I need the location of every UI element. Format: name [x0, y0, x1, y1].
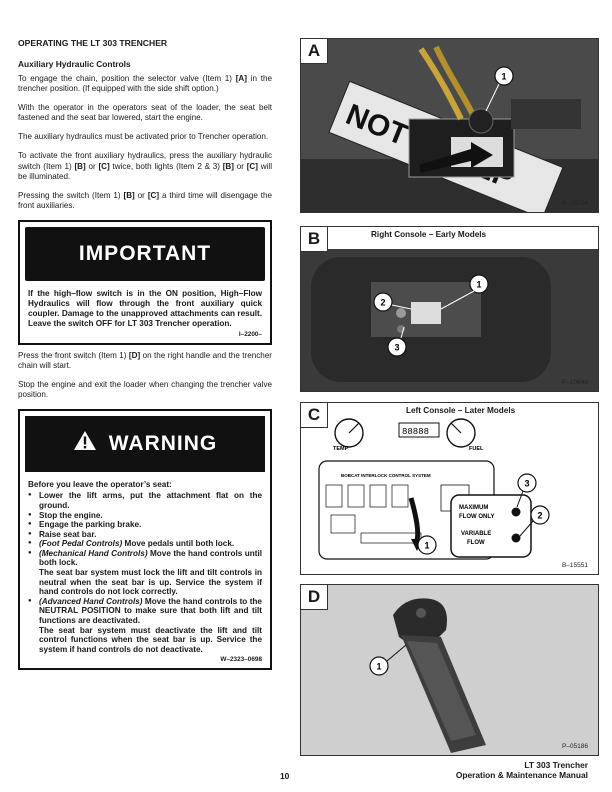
warning-item-7-em: (Advanced Hand Controls): [39, 596, 143, 606]
figure-c-fuel-label: FUEL: [469, 446, 484, 452]
figure-b-caption: Right Console – Early Models: [371, 230, 487, 239]
section-title: OPERATING THE LT 303 TRENCHER: [18, 38, 168, 48]
figure-a-letter: A: [301, 39, 328, 64]
p6-ref-d: [D]: [128, 350, 141, 360]
warning-list: [25, 491, 265, 654]
figure-c-illustration: [301, 403, 598, 574]
important-text: If the high–flow switch is in the ON position, High–Flow Hydraulics will flow through the front auxiliary quick coupler. Damage to the unapproved attachments can result. Leave the switch OFF for LT 303 Trencher operation.: [28, 288, 262, 328]
warning-item-6-em: (Mechanical Hand Controls): [39, 548, 148, 558]
figure-c-max-1: MAXIMUM: [459, 505, 489, 511]
figure-c-var-2: FLOW: [467, 540, 485, 546]
left-column: [18, 38, 272, 676]
paragraph-front-aux: [18, 151, 272, 181]
p1-ref-a: [A]: [235, 74, 247, 83]
warning-heading: WARNING: [108, 432, 218, 456]
important-box: [18, 220, 272, 345]
figure-b-illustration: [301, 227, 598, 391]
p1-text-b: in the trencher position. (If equipped with the side shift option.): [18, 74, 272, 94]
footer-title: [456, 760, 588, 780]
warning-item-7-cont: The seat bar system must deactivate the lift and tilt control functions when the seat bar is up. Service the system if hand controls do not deactivate.: [39, 625, 262, 654]
figure-d-letter: D: [301, 585, 328, 610]
paragraph-front-switch: [18, 351, 272, 371]
paragraph-stop-engine: Stop the engine and exit the loader when changing the trencher valve position.: [18, 380, 272, 400]
warning-banner: [25, 416, 265, 472]
p4-text-b: or: [85, 161, 99, 171]
figure-a: [300, 38, 599, 213]
p5-ref-c: [C]: [147, 190, 160, 200]
figure-a-ref: P–15724: [561, 200, 588, 207]
p4-text-e: will be illuminated.: [18, 161, 272, 181]
figure-a-sticker-text: NOT: [341, 98, 413, 153]
warning-item-4: ● Raise seat bar.: [39, 530, 262, 540]
warning-box: [18, 409, 272, 670]
footer-title-line-1: LT 303 Trencher: [524, 760, 588, 770]
warning-item-5-em: (Foot Pedal Controls): [39, 539, 123, 549]
figure-c-display: 88888: [402, 427, 430, 437]
warning-lead: Before you leave the operator’s seat:: [28, 480, 172, 490]
figure-d: [300, 584, 599, 756]
paragraph-disengage: [18, 191, 272, 211]
warning-item-7: [39, 597, 262, 655]
warning-item-5: [39, 539, 262, 549]
figure-d-illustration: [301, 585, 598, 755]
p4-ref-b2: [B]: [222, 161, 234, 171]
figure-c: [300, 402, 599, 575]
figure-b-callout-3-label: 3: [394, 342, 400, 353]
paragraph-engage-chain: [18, 74, 272, 94]
paragraph-start-engine: With the operator in the operators seat of the loader, the seat belt fastened and the seat bar lowered, start the engine.: [18, 103, 272, 123]
p4-text-c: twice, both lights (Item 2 & 3): [109, 161, 223, 171]
warning-item-6-text: Move the hand controls until both lock.: [39, 548, 262, 568]
footer-title-line-2: Operation & Maintenance Manual: [455, 770, 588, 780]
figure-c-caption: Left Console – Later Models: [406, 406, 516, 415]
figure-c-max-2: FLOW ONLY: [459, 514, 495, 520]
p4-text-d: or: [233, 161, 247, 171]
warning-item-7-text: Move the hand controls to the NEUTRAL POSITION to make sure that both lift and tilt functions are deactivated.: [39, 596, 262, 626]
p5-text-c: a third time will disengage the front auxiliaries.: [18, 190, 273, 210]
figure-d-ref: P–05186: [561, 743, 588, 750]
figure-d-callout-1-label: 1: [376, 661, 382, 672]
p6-text-a: Press the front switch (Item 1): [18, 350, 129, 360]
warning-code: W–2323–0698: [220, 656, 262, 664]
figure-a-illustration: [301, 39, 598, 212]
p4-ref-c: [C]: [98, 161, 110, 171]
p4-text-a: To activate the front auxiliary hydraulics, press the auxiliary hydraulic switch (Item 1): [18, 151, 272, 171]
figure-c-var-1: VARIABLE: [461, 531, 492, 537]
p4-ref-b: [B]: [74, 161, 86, 171]
page-number: 10: [280, 771, 290, 781]
figure-c-ref: B–15551: [561, 562, 588, 569]
warning-item-3: ● Engage the parking brake.: [39, 520, 262, 530]
warning-item-1: ● Lower the lift arms, put the attachment flat on the ground.: [39, 491, 262, 510]
p5-text-a: Pressing the switch (Item 1): [18, 190, 124, 200]
subsection-title: Auxiliary Hydraulic Controls: [18, 59, 131, 69]
figure-b: [300, 226, 599, 392]
figure-c-panel-title: BOBCAT INTERLOCK CONTROL SYSTEM: [341, 473, 431, 478]
figure-c-temp-label: TEMP: [333, 446, 349, 452]
warning-item-6: [39, 549, 262, 597]
paragraph-activate-aux: The auxiliary hydraulics must be activated prior to Trencher operation.: [18, 132, 269, 142]
figure-b-callout-1-label: 1: [476, 279, 482, 290]
figure-b-letter: B: [301, 227, 328, 252]
p5-ref-b: [B]: [123, 190, 135, 200]
figure-c-letter: C: [301, 403, 328, 428]
important-code: I–2200–: [238, 330, 262, 338]
figure-c-callout-2-label: 2: [537, 510, 543, 521]
p5-text-b: or: [134, 190, 148, 200]
warning-triangle-icon: [73, 417, 97, 473]
figure-b-ref: P–10648: [561, 379, 588, 386]
important-heading: IMPORTANT: [25, 227, 265, 281]
warning-item-2: ● Stop the engine.: [39, 511, 262, 521]
figure-c-callout-1-label: 1: [424, 540, 430, 551]
figure-a-callout-1-label: 1: [501, 71, 507, 82]
figure-c-callout-3-label: 3: [524, 478, 530, 489]
p1-text-a: To engage the chain, position the selector valve (Item 1): [18, 74, 236, 83]
warning-item-5-text: Move pedals until both lock.: [122, 539, 235, 549]
warning-item-6-cont: The seat bar system must lock the lift and tilt controls in neutral when the seat bar is up. Service the system if hand controls do not lock correctly.: [39, 568, 262, 597]
figure-b-callout-2-label: 2: [380, 297, 386, 308]
p4-ref-c2: [C]: [246, 161, 258, 171]
p6-text-b: on the right handle and the trencher chain will start.: [18, 350, 272, 371]
